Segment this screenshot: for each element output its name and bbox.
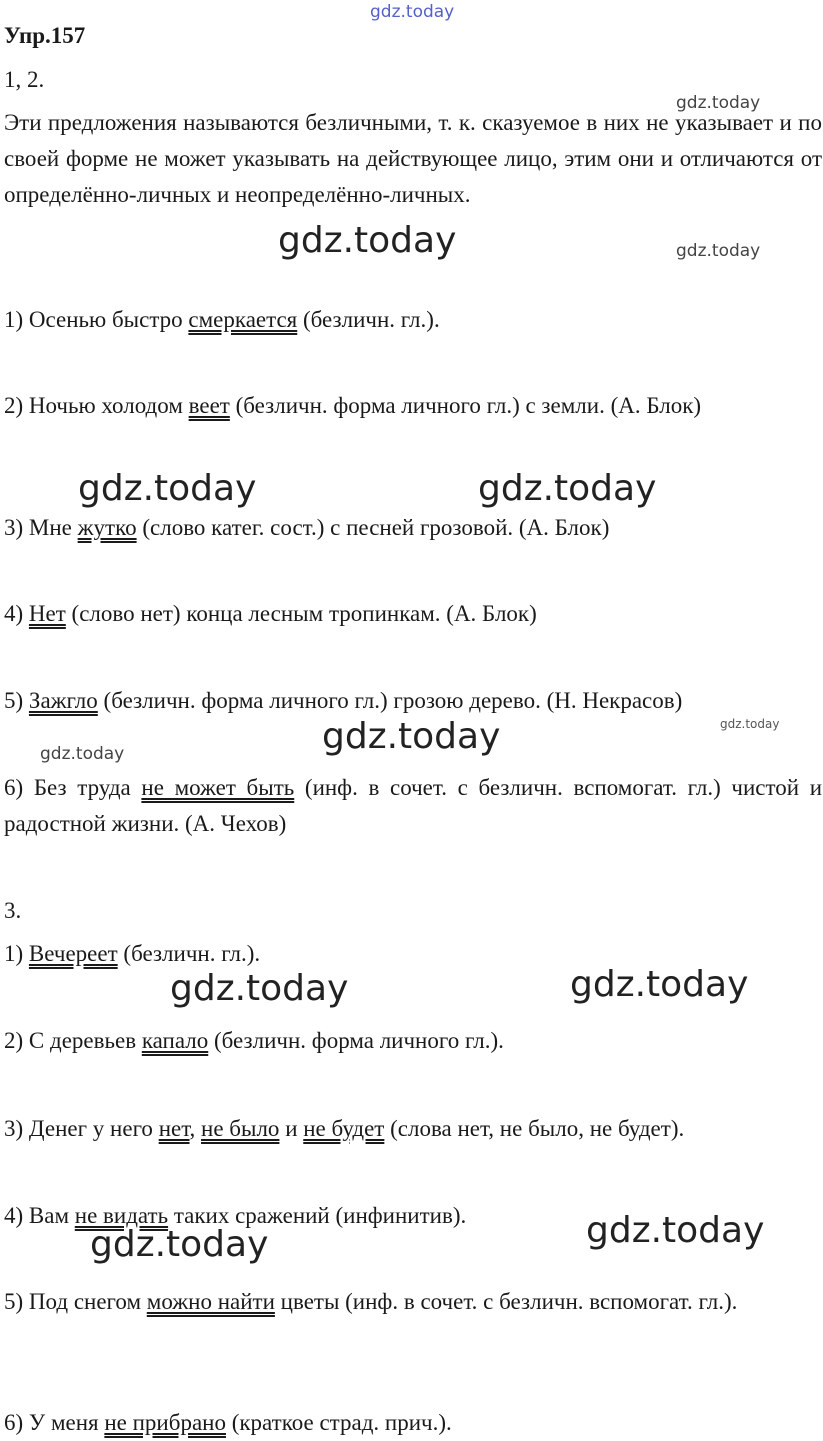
sentence-b2: 2) С деревьев капало (безличн. форма личного гл.). [4, 1028, 504, 1053]
predicate: веет [188, 393, 230, 418]
watermark: gdz.today [676, 241, 761, 261]
watermark: gdz.today [676, 93, 761, 113]
sentence-a3: 3) Мне жутко (слово катег. сост.) с песней грозовой. (А. Блок) [4, 515, 610, 540]
sentence-b5: 5) Под снегом можно найти цветы (инф. в сочет. с безличн. вспомогат. гл.). [4, 1289, 738, 1314]
sentence-a1: 1) Осенью быстро смеркается (безличн. гл.). [4, 307, 440, 332]
predicate: Зажгло [28, 688, 98, 713]
watermark: gdz.today [322, 716, 501, 757]
sentence-a5: 5) Зажгло (безличн. форма личного гл.) грозою дерево. (Н. Некрасов) [4, 688, 683, 713]
watermark: gdz.today [370, 2, 455, 22]
predicate: не будет [303, 1116, 385, 1141]
sentence-a6: 6) Без труда не может быть (инф. в сочет. с безличн. вспомогат. гл.) чистой и радостной жизни. (А. Чехов) [4, 775, 823, 836]
sentence-a4: 4) Нет (слово нет) конца лесным тропинкам. (А. Блок) [4, 601, 537, 626]
exercise-title: Упр.157 [4, 23, 86, 48]
sentence-b6: 6) У меня не прибрано (краткое страд. прич.). [4, 1410, 452, 1435]
predicate: не может быть [141, 775, 295, 800]
predicate: не видать [74, 1203, 169, 1228]
sentence-a2: 2) Ночью холодом веет (безличн. форма личного гл.) с земли. (А. Блок) [4, 393, 702, 418]
sentence-b1: 1) Вечереет (безличн. гл.). [4, 941, 261, 966]
predicate: жутко [77, 515, 137, 540]
section-label-1-2: 1, 2. [4, 67, 45, 92]
predicate: капало [141, 1028, 209, 1053]
watermark: gdz.today [586, 1210, 765, 1251]
watermark: gdz.today [478, 468, 657, 509]
watermark: gdz.today [570, 964, 749, 1005]
section-label-3: 3. [4, 898, 22, 923]
sentence-b3: 3) Денег у него нет, не было и не будет (слова нет, не было, не будет). [4, 1116, 685, 1141]
predicate: смеркается [188, 307, 298, 332]
predicate: нет [158, 1116, 190, 1141]
watermark: gdz.today [170, 968, 349, 1009]
predicate: Вечереет [28, 941, 118, 966]
sentence-b4: 4) Вам не видать таких сражений (инфинитив). [4, 1203, 467, 1228]
predicate: не прибрано [104, 1410, 226, 1435]
watermark: gdz.today [90, 1224, 269, 1265]
predicate: можно найти [146, 1289, 275, 1314]
watermark: gdz.today [720, 717, 780, 731]
predicate: не было [201, 1116, 280, 1141]
intro-paragraph: Эти предложения называются безличными, т. к. сказуемое в них не указывает и по своей форме не может указывать на действующее лицо, этим они и отличаются от определённо-личных и неопределённо-личных. [4, 110, 822, 207]
watermark: gdz.today [40, 744, 125, 764]
predicate: Нет [28, 601, 66, 626]
watermark: gdz.today [78, 468, 257, 509]
watermark: gdz.today [278, 220, 457, 261]
